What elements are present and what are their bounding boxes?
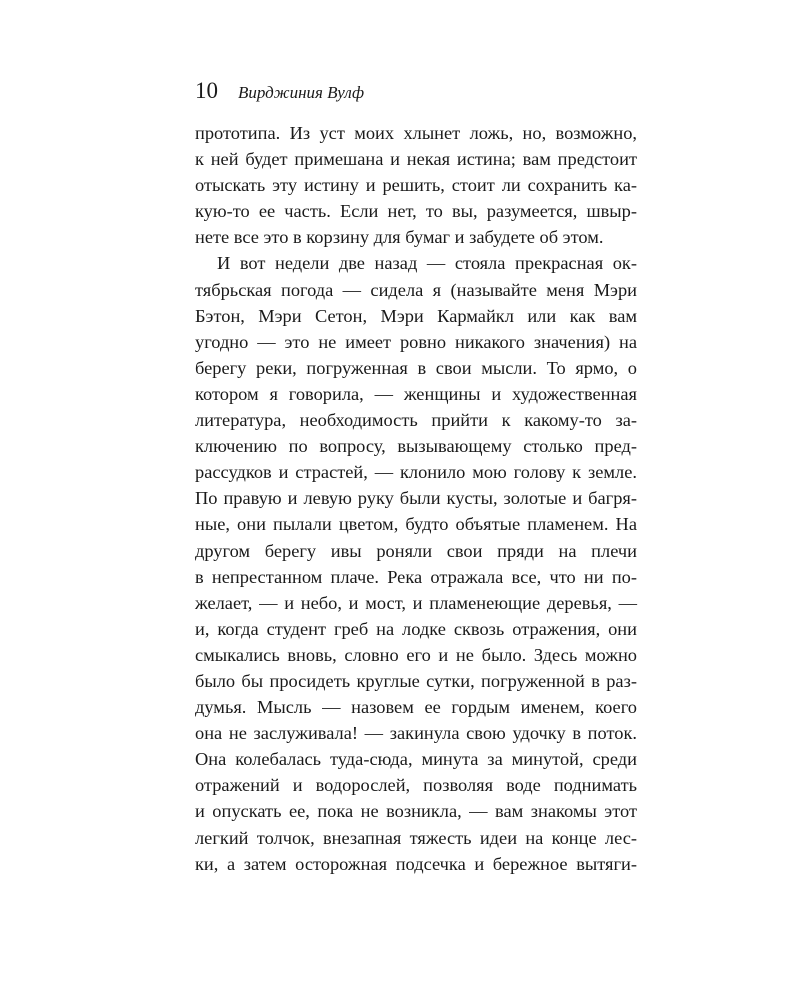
text-line: было бы просидеть круглые сутки, погруженной в раз- bbox=[195, 670, 637, 691]
text-line: прототипа. Из уст моих хлынет ложь, но, возможно, bbox=[195, 123, 637, 143]
text-line: отражений и водорослей, позволяя воде поднимать bbox=[195, 775, 637, 796]
text-line: в непрестанном плаче. Река отражала все, что ни по- bbox=[195, 566, 637, 587]
text-line: думья. Мысль — назовем ее гордым именем, коего bbox=[195, 697, 637, 718]
text-line: тябрьская погода — сидела я (называйте меня Мэри bbox=[195, 279, 637, 300]
text-line: угодно — это не имеет ровно никакого значения) на bbox=[195, 331, 637, 352]
text-line: литература, необходимость прийти к какому-то за- bbox=[195, 410, 637, 431]
text-line: к ней будет примешана и некая истина; вам предстоит bbox=[195, 149, 637, 170]
page-number: 10 bbox=[195, 78, 218, 103]
text-line: По правую и левую руку были кусты, золотые и багря- bbox=[195, 488, 637, 509]
text-line: Бэтон, Мэри Сетон, Мэри Кармайкл или как вам bbox=[195, 305, 637, 326]
text-line: И вот недели две назад — стояла прекрасная ок- bbox=[217, 253, 637, 274]
text-line: другом берегу ивы роняли свои пряди на плечи bbox=[195, 540, 637, 561]
author-name: Вирджиния Вулф bbox=[238, 83, 365, 102]
text-line: ные, они пылали цветом, будто объятые пламенем. На bbox=[195, 514, 637, 535]
text-line: ки, а затем осторожная подсечка и бережное вытяги- bbox=[195, 853, 637, 874]
text-line: ключению по вопросу, вызывающему столько пред- bbox=[195, 436, 637, 457]
text-line: и опускать ее, пока не возникла, — вам знакомы этот bbox=[195, 801, 637, 822]
text-line: желает, — и небо, и мост, и пламенеющие деревья, — bbox=[195, 592, 637, 613]
text-line: Она колебалась туда-сюда, минута за минутой, среди bbox=[195, 749, 637, 770]
text-line: и, когда студент греб на лодке сквозь отражения, они bbox=[195, 618, 637, 639]
text-line: легкий толчок, внезапная тяжесть идеи на конце лес- bbox=[195, 827, 637, 848]
text-line: котором я говорила, — женщины и художественная bbox=[195, 383, 637, 404]
text-line: отыскать эту истину и решить, стоит ли сохранить ка- bbox=[195, 175, 637, 196]
text-line: кую-то ее часть. Если нет, то вы, разумеется, швыр- bbox=[195, 201, 637, 222]
text-line: смыкались вновь, словно его и не было. Здесь можно bbox=[195, 644, 637, 665]
text-line: она не заслуживала! — закинула свою удочку в поток. bbox=[195, 723, 637, 744]
body-text bbox=[195, 120, 637, 877]
text-line: рассудков и страстей, — клонило мою голову к земле. bbox=[195, 462, 637, 483]
text-line: нете все это в корзину для бумаг и забудете об этом. bbox=[195, 227, 604, 248]
running-head bbox=[195, 76, 364, 106]
text-line: берегу реки, погруженная в свои мысли. То ярмо, о bbox=[195, 357, 637, 378]
